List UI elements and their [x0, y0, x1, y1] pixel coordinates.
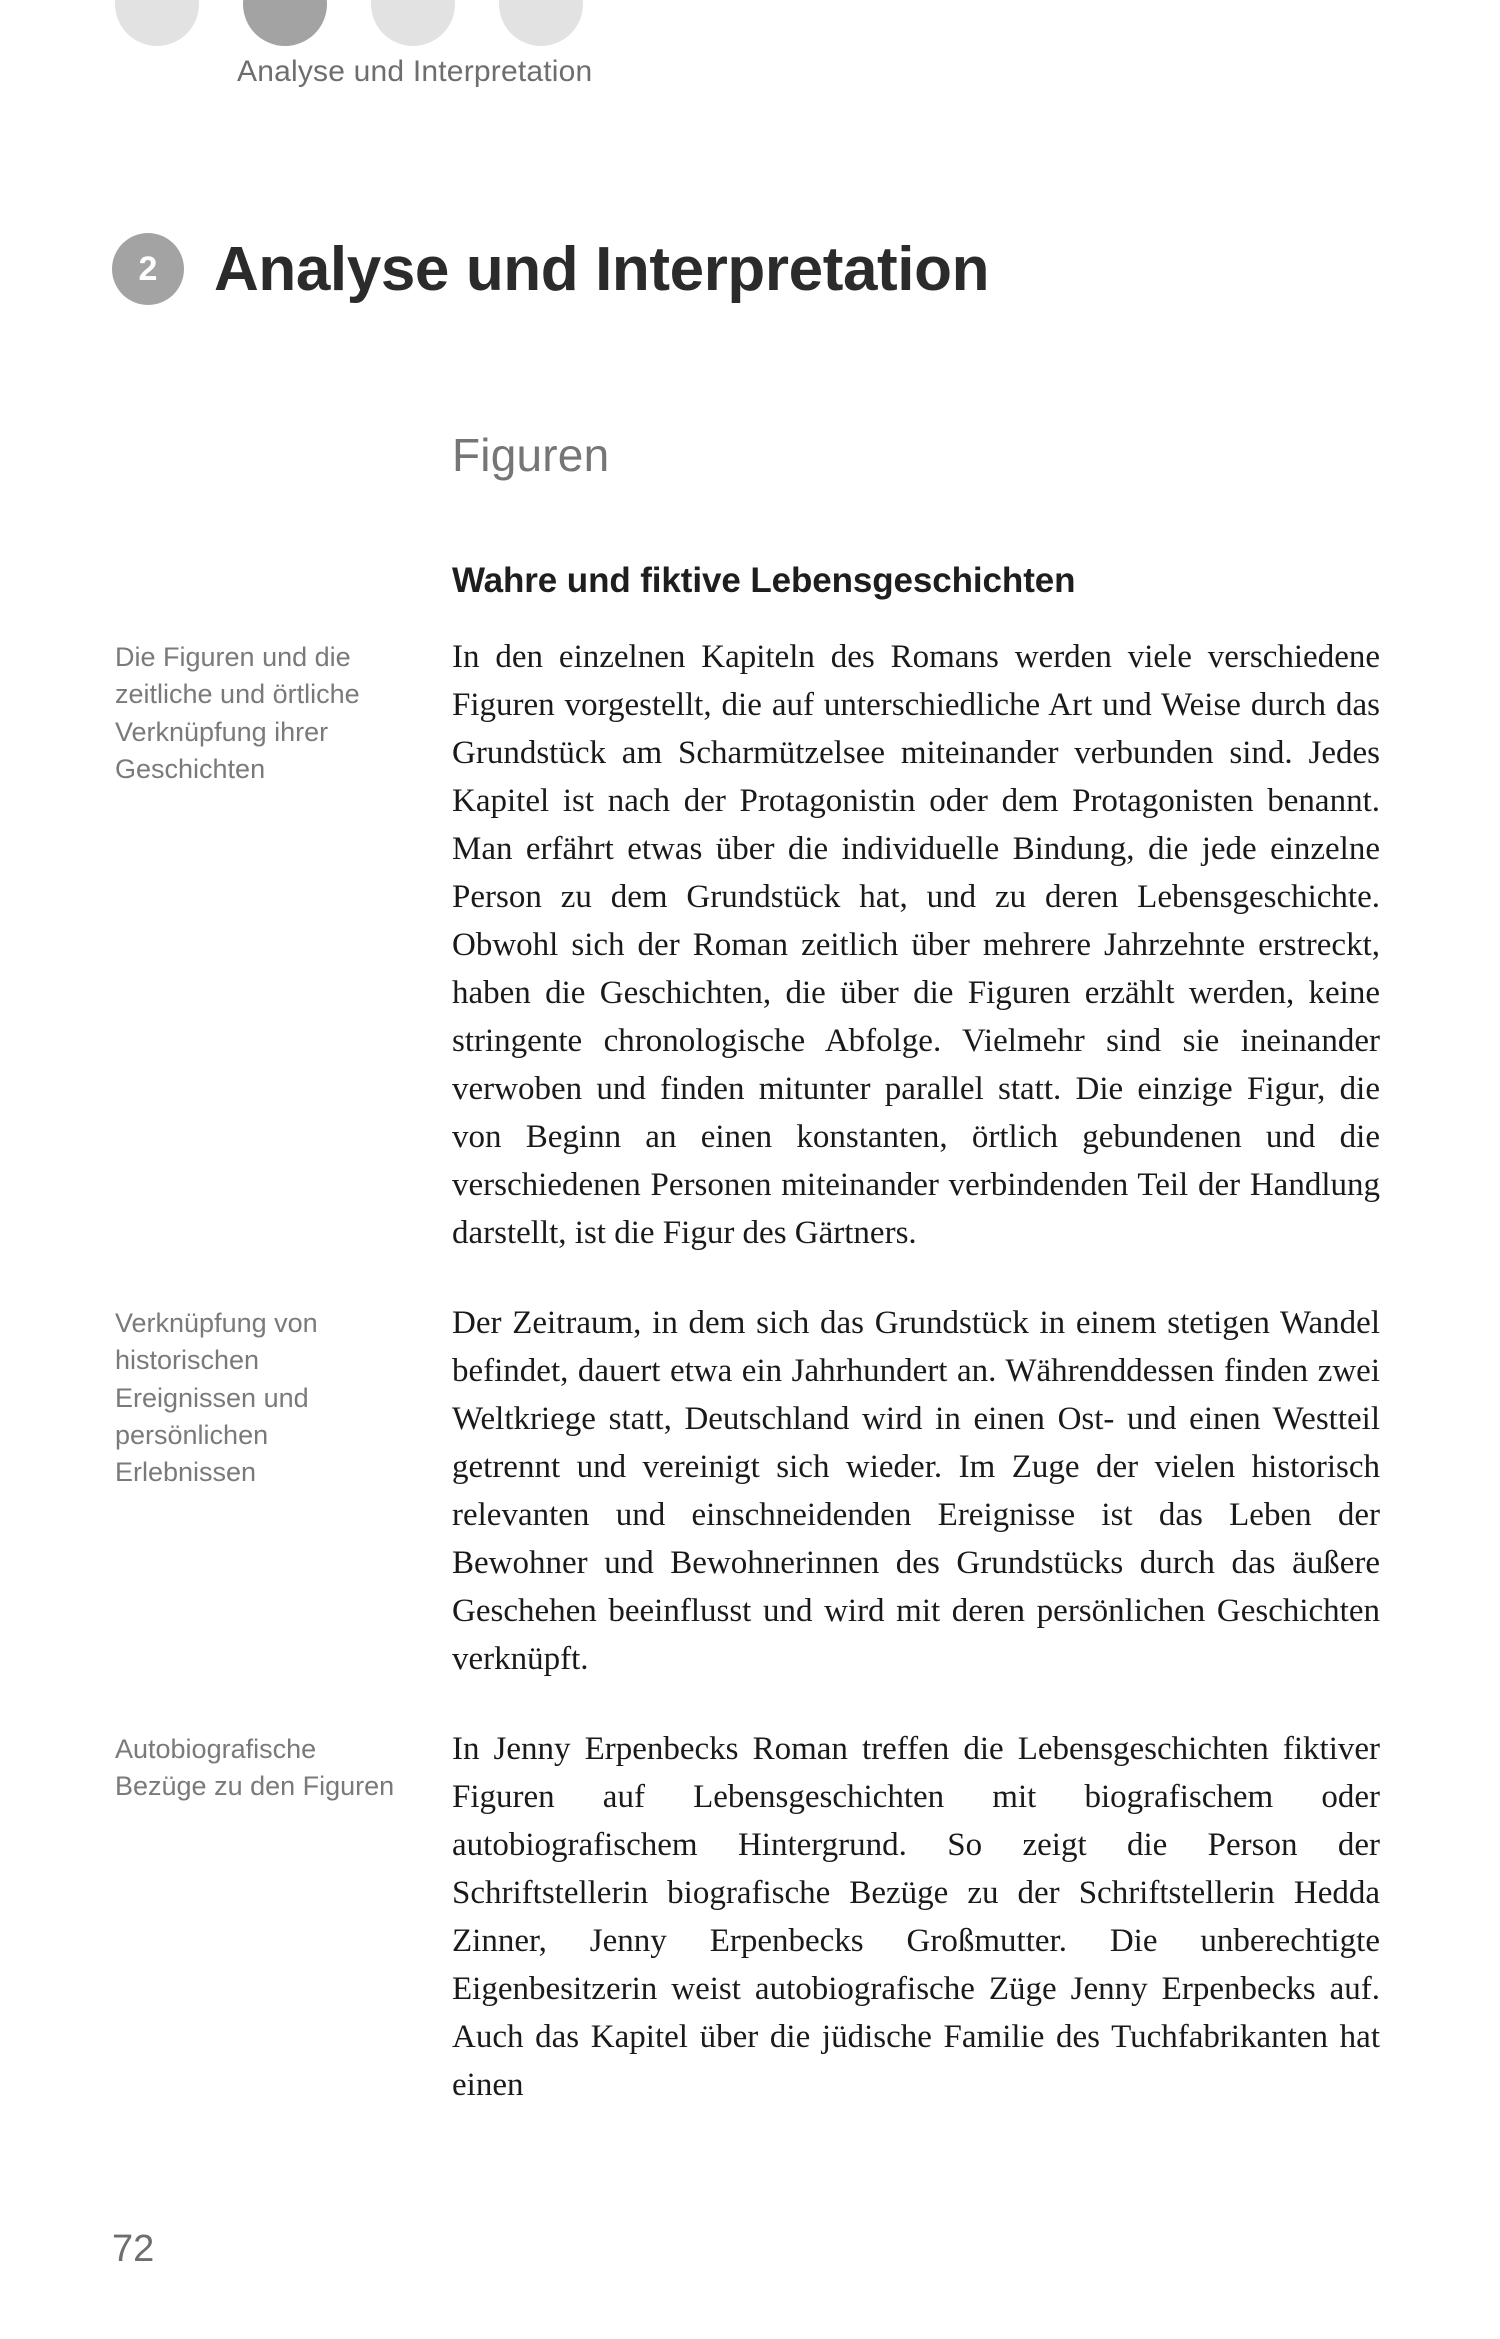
section-heading: Figuren [452, 429, 610, 482]
running-header [0, 0, 1500, 130]
text-block [0, 1299, 1500, 1683]
chapter-progress-dots [115, 0, 583, 46]
chapter-dot-2-active [243, 0, 327, 46]
chapter-dot-1 [115, 0, 199, 46]
margin-note: Die Figuren und die zeitliche und örtliche Verknüpfung ihrer Geschichten [115, 642, 360, 784]
subsection-heading: Wahre und fiktive Lebensgeschichten [452, 561, 1076, 600]
text-block [0, 1725, 1500, 2109]
chapter-dot-3 [371, 0, 455, 46]
body-paragraph: In Jenny Erpenbecks Roman treffen die Lebensgeschichten fiktiver Figuren auf Lebensgeschichten mit biografischem oder autobiografischem Hintergrund. So zeigt die Person der Schriftstellerin biografische Bezüge zu der Schriftstellerin Hedda Zinner, Jenny Erpenbecks Großmutter. Die unberechtigte Eigenbesitzerin weist autobiografische Züge Jenny Erpenbecks auf. Auch das Kapitel über die jüdische Familie des Tuchfabrikanten hat einen [452, 1731, 1380, 2103]
chapter-dot-4 [499, 0, 583, 46]
text-blocks [0, 600, 1500, 2151]
page-title: Analyse und Interpretation [214, 234, 990, 304]
chapter-number-badge: 2 [112, 233, 184, 305]
margin-note: Verknüpfung von historischen Ereignissen und persönlichen Erlebnissen [115, 1308, 318, 1487]
body-paragraph: In den einzelnen Kapiteln des Romans werden viele verschiedene Figuren vorgestellt, die auf unterschiedliche Art und Weise durch das Grundstück am Scharmützelsee miteinander verbunden sind. Jedes Kapitel ist nach der Protagonistin oder dem Protagonisten benannt. Man erfährt etwas über die individuelle Bindung, die jede einzelne Person zu dem Grundstück hat, und zu deren Lebensgeschichte. Obwohl sich der Roman zeitlich über mehrere Jahrzehnte erstreckt, haben die Geschichten, die über die Figuren erzählt werden, keine stringente chronologische Abfolge. Vielmehr sind sie ineinander verwoben und finden mitunter parallel statt. Die einzige Figur, die von Beginn an einen konstanten, örtlich gebundenen und die verschiedenen Personen miteinander verbindenden Teil der Handlung darstellt, ist die Figur des Gärtners. [452, 639, 1380, 1251]
chapter-title-row [112, 195, 989, 343]
margin-note: Autobiografische Bezüge zu den Figuren [115, 1734, 395, 1802]
body-paragraph: Der Zeitraum, in dem sich das Grundstück in einem stetigen Wandel befindet, dauert etwa ein Jahrhundert an. Währenddessen finden zwei Weltkriege statt, Deutschland wird in einen Ost- und einen Westteil getrennt und vereinigt sich wieder. Im Zuge der vielen historisch relevanten und einschneidenden Ereignisse ist das Leben der Bewohner und Bewohnerinnen des Grundstücks durch das äußere Geschehen beeinflusst und wird mit deren persönlichen Geschichten verknüpft. [452, 1305, 1380, 1677]
text-block [0, 633, 1500, 1257]
running-header-title: Analyse und Interpretation [237, 55, 593, 88]
page-number: 72 [112, 2228, 155, 2270]
